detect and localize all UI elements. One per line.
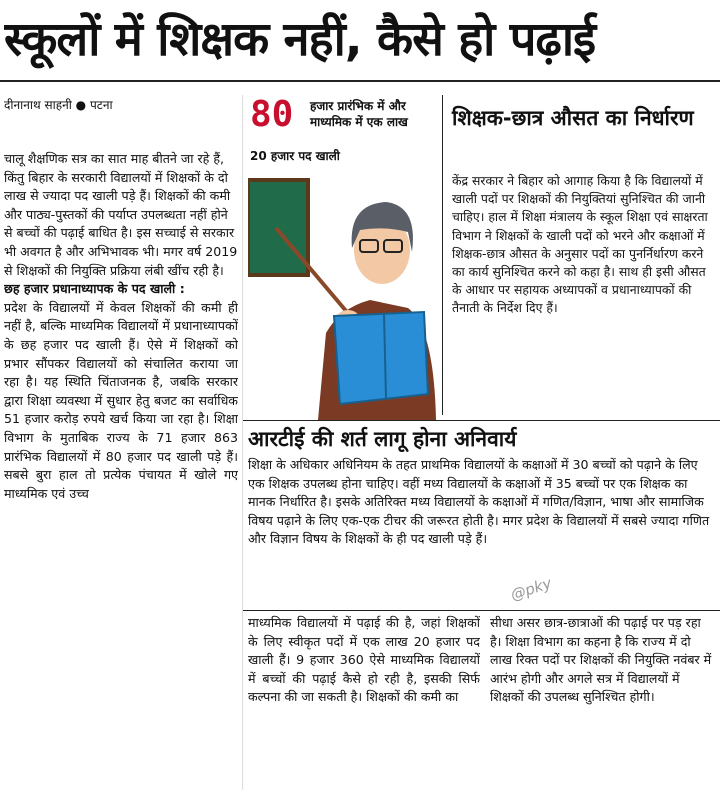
bottom-right-column <box>490 614 716 790</box>
blue-book <box>334 312 428 404</box>
right-box-border <box>442 95 443 415</box>
right-box-body <box>452 172 710 410</box>
rte-top-rule <box>243 420 720 421</box>
headline-rule <box>0 80 720 82</box>
rte-bottom-rule <box>243 610 720 611</box>
bottom-mid-column <box>248 614 480 790</box>
right-box-title: शिक्षक-छात्र औसत का निर्धारण <box>452 106 694 130</box>
intro-paragraph: चालू शैक्षणिक सत्र का सात माह बीतने जा रहे हैं, किंतु बिहार के सरकारी विद्यालयों में शिक्षकों के दो लाख से ज्यादा पद खाली पड़े हैं। शिक्षकों की कमी और पाठ्य-पुस्तकों की पर्याप्त उपलब्धता नहीं होने से बच्चों की पढ़ाई बाधित है। इस सच्चाई से सरकार भी अवगत है और अभिभावक भी। मगर वर्ष 2019 से शिक्षकों की नियुक्ति प्रक्रिया लंबी खींच रही है। <box>4 151 238 278</box>
left-column-divider <box>242 95 243 790</box>
headmasters-paragraph: प्रदेश के विद्यालयों में केवल शिक्षकों की कमी ही नहीं है, बल्कि माध्यमिक विद्यालयों में प्रधानाध्यापकों के छह हजार पद खाली हैं। ऐसे में शिक्षकों को प्रभार सौंपकर विद्यालयों को संचालित कराया जा रहा है। यह स्थिति चिंताजनक है, जबकि सरकार द्वारा शिक्षा व्यवस्था में सुधार हेतु बजट का सर्वाधिक 51 हजार करोड़ रुपये खर्च किया जा रहा है। शिक्षा विभाग के मुताबिक राज्य के 71 हजार 863 प्रारंभिक विद्यालयों में 80 हजार पद खाली पड़े हैं। सबसे बुरा हाल तो प्रत्येक पंचायत में खोले गए माध्यमिक एवं उच्च <box>4 299 238 501</box>
watermark: @pky <box>508 573 554 605</box>
rte-body <box>248 456 714 606</box>
right-box-paragraph: केंद्र सरकार ने बिहार को आगाह किया है कि विद्यालयों में खाली पदों पर शिक्षकों की नियुक्तियां सुनिश्चित की जानी चाहिए। हाल में शिक्षा मंत्रालय के स्कूल शिक्षा एवं साक्षरता विभाग ने शिक्षकों के खाली पदों को भरने और कक्षाओं में शिक्षक-छात्र औसत के अनुसार पदों का पुनर्निर्धारण करने का कार्य सुनिश्चित करने को कहा है। साथ ही इसी औसत के आधार पर सहायक अध्यापकों व प्रधानाध्यापकों की तैनाती के निर्देश दिए हैं। <box>452 173 708 316</box>
figure-80-sub: 20 हजार पद खाली <box>250 149 340 163</box>
byline: दीनानाथ साहनी ● पटना <box>4 98 113 112</box>
subheading-headmasters: छह हजार प्रधानाध्यापक के पद खाली : <box>4 281 185 297</box>
bottom-right-paragraph: सीधा असर छात्र-छात्राओं की पढ़ाई पर पड़ रहा है। शिक्षा विभाग का कहना है कि राज्य में दो लाख रिक्त पदों पर शिक्षकों की नियुक्ति नवंबर में आरंभ होगी और अगले सत्र में विद्यालयों में शिक्षकों की उपलब्ध सुनिश्चित होगी। <box>490 615 712 705</box>
rte-title: आरटीई की शर्त लागू होना अनिवार्य <box>248 427 517 451</box>
figure-80: 80 <box>250 94 294 135</box>
teacher-illustration <box>248 168 440 420</box>
rte-paragraph: शिक्षा के अधिकार अधिनियम के तहत प्राथमिक विद्यालयों के कक्षाओं में 30 बच्चों को पढ़ाने के लिए एक शिक्षक उपलब्ध होना चाहिए। वहीं मध्य विद्यालयों के कक्षाओं में 35 बच्चों पर एक शिक्षक का मानक निर्धारित है। इसके अतिरिक्त मध्य विद्यालयों के कक्षाओं में गणित/विज्ञान, भाषा और सामाजिक विषय पढ़ाने के लिए एक-एक टीचर की जरूरत होती है। मगर प्रदेश के विद्यालयों में सबसे ज्यादा गणित और विज्ञान विषय के शिक्षकों के ही पद खाली पड़े हैं। <box>248 457 710 547</box>
figure-80-label: हजार प्रारंभिक में और माध्यमिक में एक लाख <box>310 99 408 129</box>
bottom-mid-paragraph: माध्यमिक विद्यालयों में पढ़ाई की है, जहां शिक्षकों के लिए स्वीकृत पदों में एक लाख 20 हजार पद खाली हैं। 9 हजार 360 ऐसे माध्यमिक विद्यालयों में बच्चों की पढ़ाई कैसे हो रही है, इसकी सिर्फ कल्पना की जा सकती है। शिक्षकों की कमी का <box>248 615 480 705</box>
headline: स्कूलों में शिक्षक नहीं, कैसे हो पढ़ाई <box>4 12 596 67</box>
left-column-top <box>4 150 238 560</box>
